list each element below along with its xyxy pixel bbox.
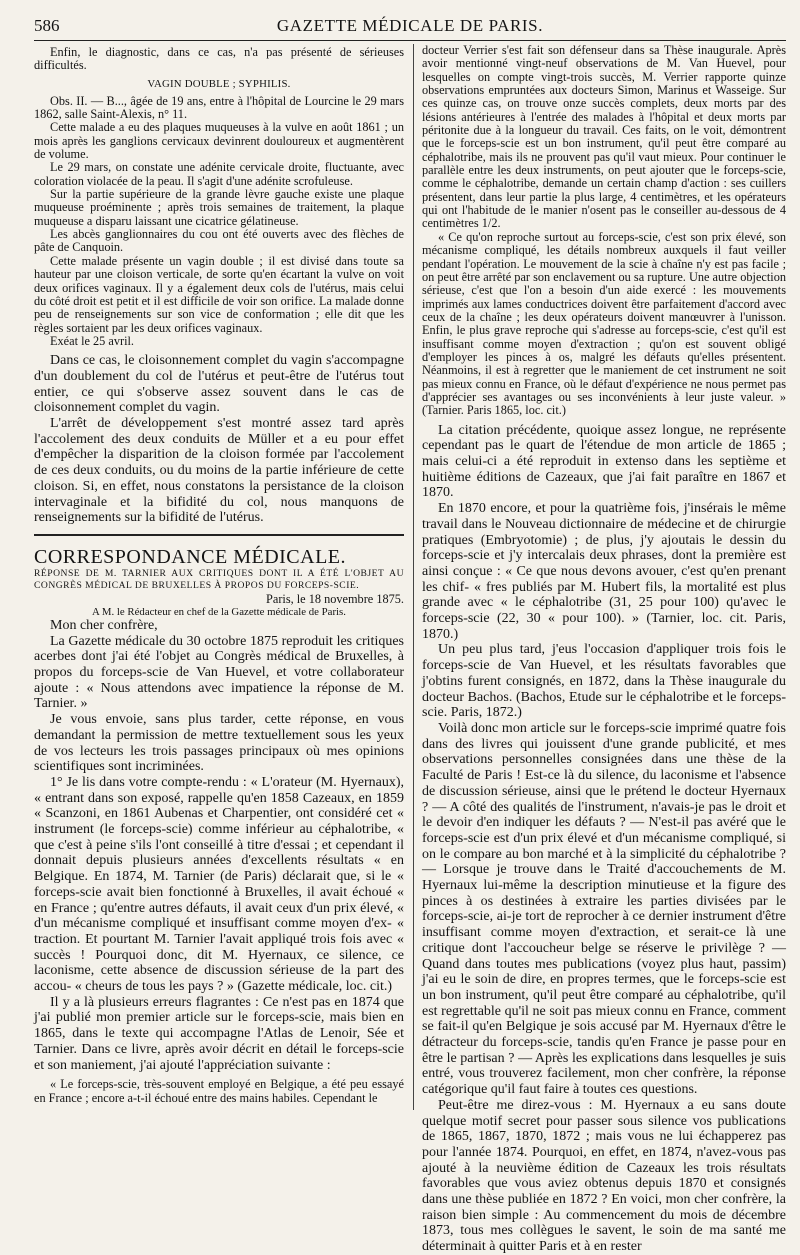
- header-rule: [34, 40, 786, 41]
- paragraph: Dans ce cas, le cloisonnement complet du vagin s'accompagne d'un doublement du col de l'utérus et peut-être de l'utérus tout entier, ce qui s'observe assez souvent dans le cas de cloisonnement complet du vagin.: [34, 353, 404, 416]
- paragraph: L'arrêt de développement s'est montré assez tard après l'accolement des deux conduits de Müller et a eu pour effet d'empêcher la disparition de la cloison formée par l'accolement de ces deux conduits, ou du moins de la partie inférieure de cette cloison. Si, en effet, nous constatons la persistance de la cloison intervaginale et la bifidité du col, nous manquons de renseignements sur la bifidité de l'utérus.: [34, 416, 404, 526]
- dateline: Paris, le 18 novembre 1875.: [266, 591, 404, 606]
- column-separator: [413, 44, 414, 1110]
- quotation: « Ce qu'on reproche surtout au forceps-scie, c'est son prix élevé, son mécanisme compliqué, les détails nombreux auxquels il faut veiller pendant l'opération. Le mouvement de la scie à chaîne n'y est pas facile ; on peut être arrêté par son enclavement ou sa rupture. Une autre objection sérieuse, c'est que l'on a besoin d'un aide exercé : les mouvements imprimés aux lames conductrices doivent être parfaitement d'accord avec ceux de la chaîne ; les deux opérateurs doivent manœuvrer à l'unisson. Enfin, le plus grave reproche qui s'adresse au forceps-scie, c'est qu'il est insuffisant comme moyen d'extraction ; qu'on est souvent obligé d'employer les pinces à os, malgré les défauts qu'elles présentent. Néanmoins, il est à regretter que le maniement de cet instrument ne soit pas mieux connu en France, où le défaut d'expérience ne nous permet pas d'apprécier ses avantages ou ses inconvénients à leur juste valeur. » (Tarnier. Paris 1865, loc. cit.): [422, 229, 786, 418]
- paragraph: Sur la partie supérieure de la grande lèvre gauche existe une plaque muqueuse proéminente ; après trois semaines de traitement, la plaque muqueuse a disparu laissant une cicatrice gélatineuse.: [34, 187, 404, 228]
- observation-subhead: VAGIN DOUBLE ; SYPHILIS.: [147, 77, 291, 90]
- paragraph: Peut-être me direz-vous : M. Hyernaux a eu sans doute quelque motif secret pour passer sous silence vos publications de 1865, 1867, 1870, 1872 ; mais vous ne lui échapperez pas pour l'année 1874. Pourquoi, en effet, en 1874, n'avez-vous pas ajouté à la neuvième édition de Cazeaux les trois résultats favorables que vous aviez obtenus depuis 1870 et consignés dans une thèse publiée en 1872 ? En voici, mon cher confrère, la raison bien simple : Au commencement du mois de décembre 1873, tous mes collègues le savent, le soin de ma santé me déterminait à quitter Paris et à en rester: [422, 1097, 786, 1255]
- journal-title: GAZETTE MÉDICALE DE PARIS.: [276, 16, 544, 35]
- page-header: [34, 14, 786, 38]
- paragraph: La citation précédente, quoique assez longue, ne représente cependant pas le quart de l'étendue de mon article de 1865 ; mais celui-ci a été reproduit in extenso dans les septième et huitième éditions de Cazeaux, que j'ai fait paraître en 1867 et 1870.: [422, 422, 786, 501]
- paragraph: Cette malade présente un vagin double ; il est divisé dans toute sa hauteur par une cloison verticale, de sorte qu'en écartant la vulve on voit deux orifices vaginaux. Il y a également deux cols de l'utérus, mais celui du côté droit est petit et il est difficile de voir son orifice. La malade donne peu de renseignements sur son vice de conformation ; elle dit que les règles sortaient par les deux orifices vaginaux.: [34, 253, 404, 335]
- paragraph: En 1870 encore, et pour la quatrième fois, j'insérais le même travail dans le Nouveau dictionnaire de médecine et de chirurgie pratiques (Embryotomie) ; de plus, j'y ajoutais le dessin du forceps-scie et j'y intercalais deux phrases, dont la première est ainsi conçue : « Ce que nous devons avouer, c'est qu'en prenant les chif- « fres publiés par M. Hubert fils, la mortalité est plus grande avec « le céphalotribe (31, 25 pour 100) qu'avec le forceps-scie (22, 30 « pour 100). » (Tarnier, loc. cit. Paris, 1870.): [422, 501, 786, 642]
- paragraph: docteur Verrier s'est fait son défenseur dans sa Thèse inaugurale. Après avoir mentionné vingt-neuf observations de M. Van Huevel, pour lesquelles on compte vingt-trois succès, M. Verrier rapporte quinze observations empruntées aux docteurs Simon, Marinus et Wasseige. Sur ces quinze cas, on trouve onze succès complets, deux morts par des lésions antérieures à l'entrée des malades à l'hôpital et deux morts par péritonite due à la longueur du travail. Ces faits, on le voit, démontrent que le forceps-scie est un bon instrument, qu'il peut être comparé au céphalotribe, mais ils ne prouvent pas qu'il vaut mieux. Pour continuer le parallèle entre les deux instruments, on peut ajouter que le forceps-scie, comme le céphalotribe, demande un certain champ d'action : ses cuillers présentent, dans leur partie la plus large, 4 centimètres, et les opérateurs qui ont l'habitude de le manier n'osent pas le conseiller au-dessous de 4 centimètres 1/2.: [422, 43, 786, 231]
- paragraph: La Gazette médicale du 30 octobre 1875 reproduit les critiques acerbes dont j'ai été l'objet au Congrès médical de Bruxelles, à propos du forceps-scie de Van Huevel, et votre collaborateur ajoute : « Nous attendons avec impatience la réponse de M. Tarnier. »: [34, 633, 404, 712]
- left-column: [34, 46, 404, 1112]
- paragraph: 1° Je lis dans votre compte-rendu : « L'orateur (M. Hyernaux), « entrant dans son exposé, rappelle qu'en 1858 Cazeaux, en 1859 « Scanzoni, en 1861 Aubenas et Charpentier, ont considéré cet « instrument (le forceps-scie) comme inférieur au céphalotribe, « que c'est à peine s'ils l'ont conseillé à titre d'essai ; et cependant il donnait depuis plusieurs années d'excellents résultats « en Belgique. En 1874, M. Tarnier (de Paris) déclarait que, si le « forceps-scie avait bien fonctionné à Bruxelles, il avait échoué « en France ; qu'entre autres défauts, il avait ceux d'un prix élevé, « d'un mécanisme compliqué et insuffisant comme moyen d'ex- « traction. Et pourtant M. Tarnier l'avait appliqué trois fois avec « succès ! Pourquoi donc, dit M. Hyernaux, ce silence, ce laconisme, cette absence de discussion sérieuse de la part des accou- « cheurs de tous les pays ? » (Gazette médicale, loc. cit.): [34, 774, 404, 995]
- paragraph: Enfin, le diagnostic, dans ce cas, n'a pas présenté de sérieuses difficultés.: [34, 45, 404, 73]
- right-column: [422, 43, 786, 1255]
- paragraph: Un peu plus tard, j'eus l'occasion d'appliquer trois fois le forceps-scie de Van Huevel, et les résultats favorables que j'obtins furent consignés, en 1872, dans la Thèse inaugurale du docteur Bachos. (Bachos, Etude sur le céphalotribe et le forceps-scie. Paris, 1872.): [422, 642, 786, 721]
- paragraph: Obs. II. — B..., âgée de 19 ans, entre à l'hôpital de Lourcine le 29 mars 1862, salle Saint-Alexis, n° 11.: [34, 93, 404, 122]
- article-title: RÉPONSE DE M. TARNIER AUX CRITIQUES DONT IL A ÉTÉ L'OBJET AU CONGRÈS MÉDICAL DE BRUXELLES À PROPOS DU FORCEPS-SCIE.: [34, 567, 404, 592]
- paragraph: Il y a là plusieurs erreurs flagrantes : Ce n'est pas en 1874 que j'ai publié mon premier article sur le forceps-scie, mais bien en 1865, dans le texte qui accompagne l'Atlas de Lenoir, Sée et Tarnier. Dans ce livre, après avoir décrit en détail le forceps-scie et son maniement, j'ai ajouté l'appréciation suivante :: [34, 994, 404, 1073]
- section-rule: [34, 534, 404, 536]
- salutation: Mon cher confrère,: [50, 617, 158, 633]
- paragraph: Exéat le 25 avril.: [50, 333, 134, 348]
- paragraph: Voilà donc mon article sur le forceps-scie imprimé quatre fois dans des livres qui jouissent d'une grande publicité, et mes observations personnelles consignées dans une thèse de la Faculté de Paris ! Est-ce là du silence, du laconisme et l'absence de discussion sérieuse, ainsi que le prétend le docteur Hyernaux ? — A côté des qualités de l'instrument, n'avais-je pas le droit et le devoir d'en indiquer les défauts ? — N'est-il pas avéré que le forceps-scie est d'un prix élevé et d'un mécanisme compliqué, si on le compare au bon marché et à la simplicité du céphalotribe ? — Lorsque je trouve dans le Traité d'accouchements de M. Hyernaux lui-même la description minutieuse et la figure des pinces à os destinées à extraire les parties divisées par le forceps-scie, ai-je tort de reprocher à ce dernier instrument d'être insuffisant comme moyen d'extraction, et serait-ce là une critique dont l'accoucheur belge se réserve le privilège ? — Quand dans toutes mes publications (voyez plus haut, passim) j'ai eu le soin de dire, en propres termes, que le forceps-scie est un bon instrument, qu'il peut être comparé au céphalotribe, qu'il est regrettable qu'il ne soit pas mieux connu en France, comment se fait-il qu'en Belgique je sois accusé par M. Hyernaux d'être le détracteur du forceps-scie, tandis qu'en France je passe pour en être le partisan ? — Après les explications dans lesquelles je suis entré, vous trouverez facilement, mon cher confrère, la réponse catégorique qu'il faut faire à toutes ces questions.: [422, 720, 786, 1098]
- addressee: A M. le Rédacteur en chef de la Gazette médicale de Paris.: [92, 605, 346, 618]
- paragraph: Cette malade a eu des plaques muqueuses à la vulve en août 1861 ; un mois après les ganglions cervicaux devinrent douloureux et augmentèrent de volume.: [34, 120, 404, 162]
- paragraph: Les abcès ganglionnaires du cou ont été ouverts avec des flèches de pâte de Canquoin.: [34, 227, 404, 255]
- quotation: « Le forceps-scie, très-souvent employé en Belgique, a été peu essayé en France ; encore a-t-il échoué entre des mains habiles. Cependant le: [34, 1077, 404, 1105]
- page-number: 586: [34, 16, 60, 35]
- section-title: CORRESPONDANCE MÉDICALE.: [34, 545, 347, 568]
- paragraph: Je vous envoie, sans plus tarder, cette réponse, en vous demandant la permission de mettre textuellement sous les yeux de vos lecteurs les trois passages principaux où mes opinions scientifiques sont incriminées.: [34, 712, 404, 775]
- paragraph: Le 29 mars, on constate une adénite cervicale droite, fluctuante, avec coloration violacée de la peau. Il s'agit d'une adénite scrofuleuse.: [34, 160, 404, 188]
